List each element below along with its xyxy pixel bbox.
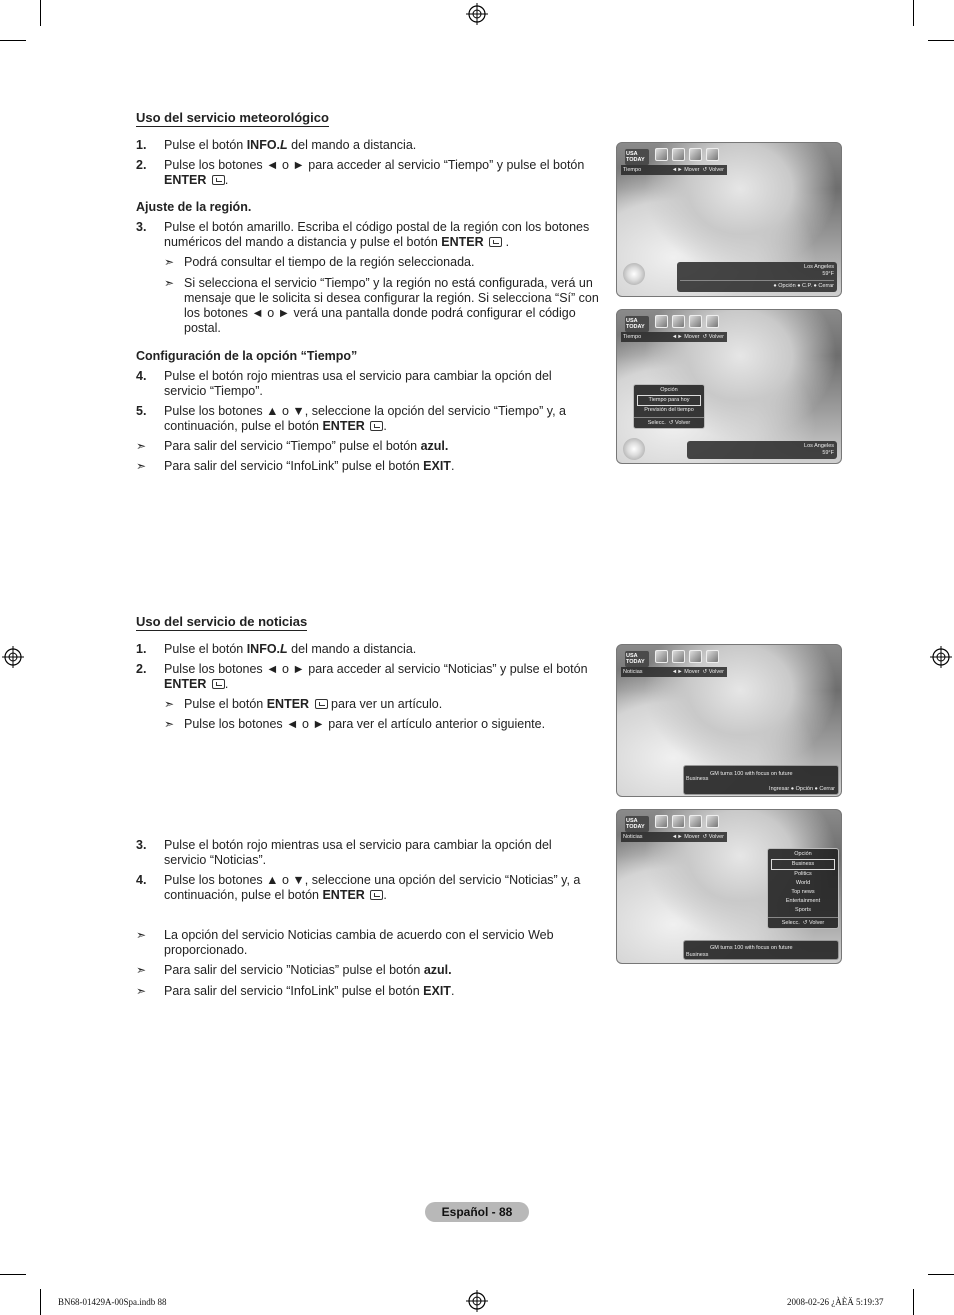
registration-mark-icon [930, 646, 952, 668]
crop-mark [40, 1289, 41, 1315]
option-item[interactable]: Politics [794, 871, 812, 877]
news-step-4: 4. Pulse los botones ▲ o ▼, seleccione una opción del servicio “Noticias” y, a continuación, pulse el botón ENTER . [136, 873, 581, 902]
option-item[interactable]: Previsión del tiempo [644, 407, 694, 413]
tv-news-options-screen [616, 809, 842, 964]
nav-bar: Tiempo ◄► Mover ↺ Volver [621, 332, 727, 342]
settings-icon [706, 315, 719, 328]
step-number: 3. [136, 220, 147, 234]
stock-icon [689, 148, 702, 161]
settings-icon [706, 650, 719, 663]
step-number: 1. [136, 642, 147, 656]
weather-icon [672, 315, 685, 328]
news-section-title: Uso del servicio de noticias [136, 614, 308, 629]
weather-info-box: Los Angeles 59°F [687, 441, 837, 459]
option-item[interactable]: Entertainment [785, 898, 821, 904]
news-note-2: ➣ Pulse los botones ◄ o ► para ver el artículo anterior o siguiente. [164, 717, 546, 731]
file-info: BN68-01429A-00Spa.indb 88 [58, 1297, 167, 1307]
photo-icon [655, 815, 668, 828]
news-note-3: ➣ La opción del servicio Noticias cambia de acuerdo con el servicio Web proporcionado. [136, 928, 554, 957]
usa-today-logo: USA TODAY [625, 149, 649, 165]
config-heading: Configuración de la opción “Tiempo” [136, 349, 358, 363]
registration-mark-icon [466, 1290, 488, 1312]
tv-weather-options-screen [616, 309, 842, 464]
crop-mark [40, 0, 41, 26]
crop-mark [913, 0, 914, 26]
registration-mark-icon [466, 3, 488, 25]
stock-icon [689, 650, 702, 663]
crop-mark [0, 40, 26, 41]
note-arrow-icon: ➣ [164, 276, 175, 290]
service-icons [655, 315, 723, 333]
crop-mark [0, 1274, 26, 1275]
weather-option-menu: Opción Tiempo para hoy Previsión del tiempo Selecc. ↺ Volver [633, 384, 705, 429]
crop-mark [928, 40, 954, 41]
region-heading: Ajuste de la región. [136, 200, 252, 214]
note-arrow-icon: ➣ [136, 439, 147, 453]
sun-icon [623, 438, 645, 460]
nav-bar: Tiempo ◄► Mover ↺ Volver [621, 165, 727, 175]
step-number: 4. [136, 369, 147, 383]
crop-mark [928, 1274, 954, 1275]
enter-icon [370, 421, 383, 431]
crop-mark [913, 1289, 914, 1315]
weather-note-1: ➣ Podrá consultar el tiempo de la región seleccionada. [164, 255, 475, 269]
photo-icon [655, 650, 668, 663]
step-number: 3. [136, 838, 147, 852]
settings-icon [706, 148, 719, 161]
weather-icon [672, 148, 685, 161]
step-number: 5. [136, 404, 147, 418]
weather-note-4: ➣ Para salir del servicio “InfoLink” pulse el botón EXIT. [136, 459, 455, 473]
note-arrow-icon: ➣ [136, 459, 147, 473]
tv-weather-screen [616, 142, 842, 297]
news-option-menu: Opción Business Politics World Top news Entertainment Sports Selecc. ↺ Volver [767, 848, 839, 929]
news-step-3: 3. Pulse el botón rojo mientras usa el servicio para cambiar la opción del servicio “Noticias”. [136, 838, 552, 867]
weather-step-4: 4. Pulse el botón rojo mientras usa el servicio para cambiar la opción del servicio “Tiempo”. [136, 369, 552, 398]
service-icons [655, 815, 723, 833]
option-item[interactable]: Tiempo para hoy [637, 395, 701, 406]
enter-icon [489, 237, 502, 247]
usa-today-logo: USA TODAY [625, 816, 649, 832]
sun-icon [623, 263, 645, 285]
note-arrow-icon: ➣ [136, 984, 147, 998]
weather-section-title: Uso del servicio meteorológico [136, 110, 329, 125]
news-note-4: ➣ Para salir del servicio ”Noticias” pulse el botón azul. [136, 963, 452, 977]
news-icon [672, 650, 685, 663]
news-note-5: ➣ Para salir del servicio “InfoLink” pulse el botón EXIT. [136, 984, 455, 998]
news-step-2: 2. Pulse los botones ◄ o ► para acceder al servicio “Noticias” y pulse el botón ENTER . [136, 662, 588, 691]
weather-step-2: 2. Pulse los botones ◄ o ► para acceder al servicio “Tiempo” y pulse el botón ENTER . [136, 158, 585, 187]
weather-step-5: 5. Pulse los botones ▲ o ▼, seleccione la opción del servicio “Tiempo” y, a continuación, pulse el botón ENTER . [136, 404, 567, 433]
enter-icon [370, 890, 383, 900]
settings-icon [706, 815, 719, 828]
usa-today-logo: USA TODAY [625, 651, 649, 667]
note-arrow-icon: ➣ [164, 697, 175, 711]
option-item[interactable]: Top news [791, 889, 815, 895]
enter-icon [212, 175, 225, 185]
news-ticker: Business GM turns 100 with focus on future Ingresar ● Opción ● Cerrar [683, 765, 839, 795]
service-icons [655, 148, 723, 166]
option-item[interactable]: Business [771, 859, 835, 870]
weather-step-1: 1. Pulse el botón INFO.L del mando a distancia. [136, 138, 417, 152]
option-item[interactable]: Sports [795, 907, 811, 913]
weather-note-3: ➣ Para salir del servicio “Tiempo” pulse el botón azul. [136, 439, 449, 453]
news-step-1: 1. Pulse el botón INFO.L del mando a distancia. [136, 642, 417, 656]
weather-note-2: ➣ Si selecciona el servicio “Tiempo” y la región no está configurada, verá un mensaje que le solicita si desea configurar la región. Si selecciona “Sí” con los botones ◄ o ► verá una pantalla donde podrá configurar el código postal. [164, 276, 599, 335]
enter-icon [212, 679, 225, 689]
option-item[interactable]: World [795, 880, 811, 886]
photo-icon [655, 148, 668, 161]
step-number: 2. [136, 662, 147, 676]
nav-bar: Noticias ◄► Mover ↺ Volver [621, 667, 727, 677]
page-number-label: Español - 88 [425, 1202, 529, 1222]
service-icons [655, 650, 723, 668]
photo-icon [655, 315, 668, 328]
step-number: 1. [136, 138, 147, 152]
usa-today-logo: USA TODAY [625, 316, 649, 332]
note-arrow-icon: ➣ [164, 255, 175, 269]
date-info: 2008-02-26 ¿ÀÈÄ 5:19:37 [787, 1297, 884, 1307]
nav-bar: Noticias ◄► Mover ↺ Volver [621, 832, 727, 842]
weather-step-3: 3. Pulse el botón amarillo. Escriba el código postal de la región con los botones numéricos del mando a distancia y pulse el botón ENTER . [136, 220, 590, 249]
note-arrow-icon: ➣ [164, 717, 175, 731]
note-arrow-icon: ➣ [136, 963, 147, 977]
step-number: 2. [136, 158, 147, 172]
stock-icon [689, 315, 702, 328]
note-arrow-icon: ➣ [136, 928, 147, 942]
news-icon [672, 815, 685, 828]
step-number: 4. [136, 873, 147, 887]
weather-info-box: Los Angeles 59°F ● Opción ● C.P. ● Cerrar [677, 262, 837, 292]
news-note-1: ➣ Pulse el botón ENTER para ver un artículo. [164, 697, 443, 711]
news-ticker: Business GM turns 100 with focus on future [683, 940, 839, 960]
enter-icon [315, 699, 328, 709]
registration-mark-icon [2, 646, 24, 668]
stock-icon [689, 815, 702, 828]
tv-news-screen [616, 644, 842, 797]
